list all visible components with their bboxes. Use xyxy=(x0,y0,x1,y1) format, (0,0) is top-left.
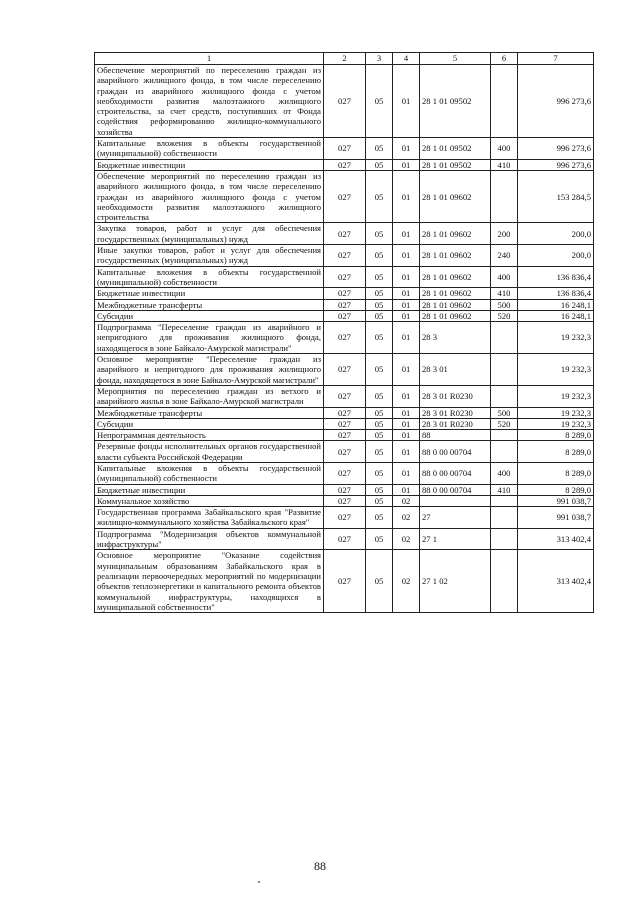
row-name: Подпрограмма "Переселение граждан из аварийного и непригодного для проживания жилищного фонда, находящегося в зоне Байкало-Амурской магистрали" xyxy=(95,322,324,354)
row-expense-type: 240 xyxy=(491,245,518,267)
row-name: Субсидии xyxy=(95,418,324,429)
row-target-code: 88 0 00 00704 xyxy=(420,484,491,495)
table-body xyxy=(95,53,594,613)
table-row xyxy=(95,288,594,299)
row-section-code: 05 xyxy=(366,484,393,495)
row-target-code: 28 1 01 09602 xyxy=(420,266,491,288)
row-subsection-code: 01 xyxy=(393,299,420,310)
row-admin-code: 027 xyxy=(324,507,366,529)
row-amount: 996 273,6 xyxy=(518,138,594,160)
row-target-code: 28 1 01 09502 xyxy=(420,138,491,160)
row-name: Основное мероприятие "Оказание содействия муниципальным образованиям Забайкальского края в реализации первоочередных мероприятий по модернизации объектов теплоэнергетики и капитального ремонта объектов коммунальной инфраструктуры, находящихся в муниципальной собственности" xyxy=(95,550,324,613)
row-amount: 19 232,3 xyxy=(518,322,594,354)
row-section-code: 05 xyxy=(366,507,393,529)
row-target-code: 88 xyxy=(420,430,491,441)
table-row xyxy=(95,507,594,529)
row-admin-code: 027 xyxy=(324,299,366,310)
row-name: Межбюджетные трансферты xyxy=(95,407,324,418)
row-amount: 200,0 xyxy=(518,223,594,245)
row-section-code: 05 xyxy=(366,407,393,418)
row-name: Основное мероприятие "Переселение граждан из аварийного и непригодного для проживания жилищного фонда, находящегося в зоне Байкало-Амурской магистрали" xyxy=(95,354,324,386)
row-admin-code: 027 xyxy=(324,484,366,495)
row-admin-code: 027 xyxy=(324,288,366,299)
row-section-code: 05 xyxy=(366,418,393,429)
row-expense-type: 520 xyxy=(491,310,518,321)
row-admin-code: 027 xyxy=(324,550,366,613)
row-target-code: 27 1 02 xyxy=(420,550,491,613)
page-number: 88 xyxy=(314,859,326,873)
row-subsection-code: 01 xyxy=(393,418,420,429)
row-name: Коммунальное хозяйство xyxy=(95,495,324,506)
row-target-code: 28 1 01 09602 xyxy=(420,288,491,299)
table-row xyxy=(95,418,594,429)
row-subsection-code: 01 xyxy=(393,354,420,386)
row-name: Межбюджетные трансферты xyxy=(95,299,324,310)
row-expense-type: 410 xyxy=(491,159,518,170)
row-target-code: 28 1 01 09602 xyxy=(420,170,491,222)
row-expense-type: 520 xyxy=(491,418,518,429)
row-amount: 8 289,0 xyxy=(518,462,594,484)
table-row xyxy=(95,462,594,484)
row-amount: 996 273,6 xyxy=(518,159,594,170)
row-subsection-code: 01 xyxy=(393,138,420,160)
row-expense-type xyxy=(491,354,518,386)
row-subsection-code: 01 xyxy=(393,462,420,484)
row-target-code: 28 3 xyxy=(420,322,491,354)
row-subsection-code: 01 xyxy=(393,430,420,441)
header-col-4: 4 xyxy=(393,53,420,65)
table-row xyxy=(95,385,594,407)
table-row xyxy=(95,138,594,160)
row-expense-type: 500 xyxy=(491,299,518,310)
row-subsection-code: 01 xyxy=(393,288,420,299)
row-admin-code: 027 xyxy=(324,170,366,222)
row-expense-type xyxy=(491,170,518,222)
row-section-code: 05 xyxy=(366,322,393,354)
row-target-code: 28 3 01 R0230 xyxy=(420,385,491,407)
row-name: Бюджетные инвестиции xyxy=(95,484,324,495)
table-row xyxy=(95,407,594,418)
table-row xyxy=(95,528,594,550)
row-admin-code: 027 xyxy=(324,65,366,138)
row-name: Капитальные вложения в объекты государственной (муниципальной) собственности xyxy=(95,138,324,160)
row-target-code: 28 1 01 09602 xyxy=(420,310,491,321)
row-amount: 16 248,1 xyxy=(518,299,594,310)
row-name: Закупка товаров, работ и услуг для обеспечения государственных (муниципальных) нужд xyxy=(95,223,324,245)
header-col-6: 6 xyxy=(491,53,518,65)
row-name: Подпрограмма "Модернизация объектов коммунальной инфраструктуры" xyxy=(95,528,324,550)
row-section-code: 05 xyxy=(366,441,393,463)
row-amount: 991 038,7 xyxy=(518,507,594,529)
row-amount: 996 273,6 xyxy=(518,65,594,138)
row-admin-code: 027 xyxy=(324,430,366,441)
budget-table xyxy=(94,52,594,613)
header-col-7: 7 xyxy=(518,53,594,65)
row-amount: 136 836,4 xyxy=(518,288,594,299)
row-admin-code: 027 xyxy=(324,223,366,245)
row-subsection-code: 02 xyxy=(393,550,420,613)
row-section-code: 05 xyxy=(366,266,393,288)
row-amount: 19 232,3 xyxy=(518,354,594,386)
header-col-2: 2 xyxy=(324,53,366,65)
row-section-code: 05 xyxy=(366,462,393,484)
table-row xyxy=(95,299,594,310)
row-subsection-code: 01 xyxy=(393,170,420,222)
row-target-code: 88 0 00 00704 xyxy=(420,462,491,484)
row-amount: 19 232,3 xyxy=(518,407,594,418)
row-amount: 313 402,4 xyxy=(518,528,594,550)
row-amount: 19 232,3 xyxy=(518,418,594,429)
row-amount: 8 289,0 xyxy=(518,430,594,441)
row-expense-type: 400 xyxy=(491,266,518,288)
row-section-code: 05 xyxy=(366,299,393,310)
table-row xyxy=(95,159,594,170)
row-expense-type xyxy=(491,550,518,613)
row-subsection-code: 01 xyxy=(393,65,420,138)
row-amount: 8 289,0 xyxy=(518,441,594,463)
row-expense-type xyxy=(491,430,518,441)
header-col-3: 3 xyxy=(366,53,393,65)
row-section-code: 05 xyxy=(366,288,393,299)
row-admin-code: 027 xyxy=(324,462,366,484)
row-expense-type xyxy=(491,441,518,463)
row-admin-code: 027 xyxy=(324,310,366,321)
row-target-code: 27 xyxy=(420,507,491,529)
row-section-code: 05 xyxy=(366,223,393,245)
row-target-code: 27 1 xyxy=(420,528,491,550)
row-target-code: 28 1 01 09602 xyxy=(420,245,491,267)
row-section-code: 05 xyxy=(366,550,393,613)
row-name: Непрограммная деятельность xyxy=(95,430,324,441)
row-target-code: 88 0 00 00704 xyxy=(420,441,491,463)
row-amount: 19 232,3 xyxy=(518,385,594,407)
table-row xyxy=(95,495,594,506)
header-col-1: 1 xyxy=(95,53,324,65)
row-amount: 16 248,1 xyxy=(518,310,594,321)
row-name: Бюджетные инвестиции xyxy=(95,159,324,170)
row-target-code: 28 1 01 09602 xyxy=(420,299,491,310)
row-admin-code: 027 xyxy=(324,385,366,407)
row-amount: 136 836,4 xyxy=(518,266,594,288)
row-target-code: 28 3 01 xyxy=(420,354,491,386)
row-expense-type xyxy=(491,528,518,550)
row-expense-type xyxy=(491,495,518,506)
row-section-code: 05 xyxy=(366,159,393,170)
row-subsection-code: 01 xyxy=(393,484,420,495)
row-expense-type: 410 xyxy=(491,288,518,299)
table-row xyxy=(95,310,594,321)
row-name: Бюджетные инвестиции xyxy=(95,288,324,299)
row-admin-code: 027 xyxy=(324,266,366,288)
row-name: Мероприятия по переселению граждан из ветхого и аварийного жилья в зоне Байкало-Амурской магистрали xyxy=(95,385,324,407)
scan-speck xyxy=(258,881,260,883)
row-section-code: 05 xyxy=(366,430,393,441)
table-row xyxy=(95,550,594,613)
row-subsection-code: 02 xyxy=(393,528,420,550)
row-subsection-code: 01 xyxy=(393,322,420,354)
row-target-code: 28 1 01 09602 xyxy=(420,223,491,245)
table-row xyxy=(95,65,594,138)
row-name: Обеспечение мероприятий по переселению граждан из аварийного жилищного фонда, в том числе переселению граждан из аварийного жилищного фонда с учетом необходимости развития малоэтажного жилищного строительства, за счет средств, поступивших от Фонда содействия реформированию жилищно-коммунального хозяйства xyxy=(95,65,324,138)
row-expense-type: 200 xyxy=(491,223,518,245)
row-amount: 153 284,5 xyxy=(518,170,594,222)
row-section-code: 05 xyxy=(366,65,393,138)
row-name: Резервные фонды исполнительных органов государственной власти субъекта Российской Федерации xyxy=(95,441,324,463)
table-row xyxy=(95,223,594,245)
row-section-code: 05 xyxy=(366,138,393,160)
row-expense-type xyxy=(491,322,518,354)
row-section-code: 05 xyxy=(366,354,393,386)
table-row xyxy=(95,245,594,267)
row-subsection-code: 01 xyxy=(393,407,420,418)
row-target-code xyxy=(420,495,491,506)
row-expense-type: 400 xyxy=(491,462,518,484)
row-admin-code: 027 xyxy=(324,354,366,386)
row-section-code: 05 xyxy=(366,170,393,222)
row-admin-code: 027 xyxy=(324,322,366,354)
row-subsection-code: 01 xyxy=(393,245,420,267)
row-admin-code: 027 xyxy=(324,159,366,170)
row-name: Капитальные вложения в объекты государственной (муниципальной) собственности xyxy=(95,266,324,288)
row-name: Иные закупки товаров, работ и услуг для обеспечения государственных (муниципальных) нужд xyxy=(95,245,324,267)
row-admin-code: 027 xyxy=(324,441,366,463)
row-amount: 991 038,7 xyxy=(518,495,594,506)
row-target-code: 28 3 01 R0230 xyxy=(420,418,491,429)
row-amount: 313 402,4 xyxy=(518,550,594,613)
row-section-code: 05 xyxy=(366,495,393,506)
row-admin-code: 027 xyxy=(324,495,366,506)
row-admin-code: 027 xyxy=(324,528,366,550)
row-name: Обеспечение мероприятий по переселению граждан из аварийного жилищного фонда, в том числе переселению граждан из аварийного жилищного фонда с учетом необходимости развития малоэтажного жилищного строительства xyxy=(95,170,324,222)
row-expense-type xyxy=(491,507,518,529)
row-admin-code: 027 xyxy=(324,138,366,160)
row-section-code: 05 xyxy=(366,385,393,407)
header-col-5: 5 xyxy=(420,53,491,65)
row-target-code: 28 1 01 09502 xyxy=(420,159,491,170)
row-subsection-code: 01 xyxy=(393,385,420,407)
row-expense-type xyxy=(491,65,518,138)
row-subsection-code: 01 xyxy=(393,223,420,245)
row-name: Субсидии xyxy=(95,310,324,321)
row-admin-code: 027 xyxy=(324,418,366,429)
table-row xyxy=(95,484,594,495)
table-row xyxy=(95,266,594,288)
row-target-code: 28 1 01 09502 xyxy=(420,65,491,138)
row-expense-type xyxy=(491,385,518,407)
table-row xyxy=(95,441,594,463)
row-amount: 200,0 xyxy=(518,245,594,267)
row-name: Государственная программа Забайкальского края "Развитие жилищно-коммунального хозяйства Забайкальского края" xyxy=(95,507,324,529)
row-target-code: 28 3 01 R0230 xyxy=(420,407,491,418)
row-expense-type: 500 xyxy=(491,407,518,418)
row-amount: 8 289,0 xyxy=(518,484,594,495)
row-subsection-code: 01 xyxy=(393,266,420,288)
row-subsection-code: 01 xyxy=(393,159,420,170)
table-header-row xyxy=(95,53,594,65)
table-row xyxy=(95,354,594,386)
row-section-code: 05 xyxy=(366,245,393,267)
row-admin-code: 027 xyxy=(324,407,366,418)
row-section-code: 05 xyxy=(366,528,393,550)
table-row xyxy=(95,430,594,441)
row-subsection-code: 02 xyxy=(393,507,420,529)
table-row xyxy=(95,322,594,354)
table-row xyxy=(95,170,594,222)
row-admin-code: 027 xyxy=(324,245,366,267)
row-subsection-code: 02 xyxy=(393,495,420,506)
row-section-code: 05 xyxy=(366,310,393,321)
row-expense-type: 410 xyxy=(491,484,518,495)
row-subsection-code: 01 xyxy=(393,310,420,321)
row-expense-type: 400 xyxy=(491,138,518,160)
row-name: Капитальные вложения в объекты государственной (муниципальной) собственности xyxy=(95,462,324,484)
row-subsection-code: 01 xyxy=(393,441,420,463)
